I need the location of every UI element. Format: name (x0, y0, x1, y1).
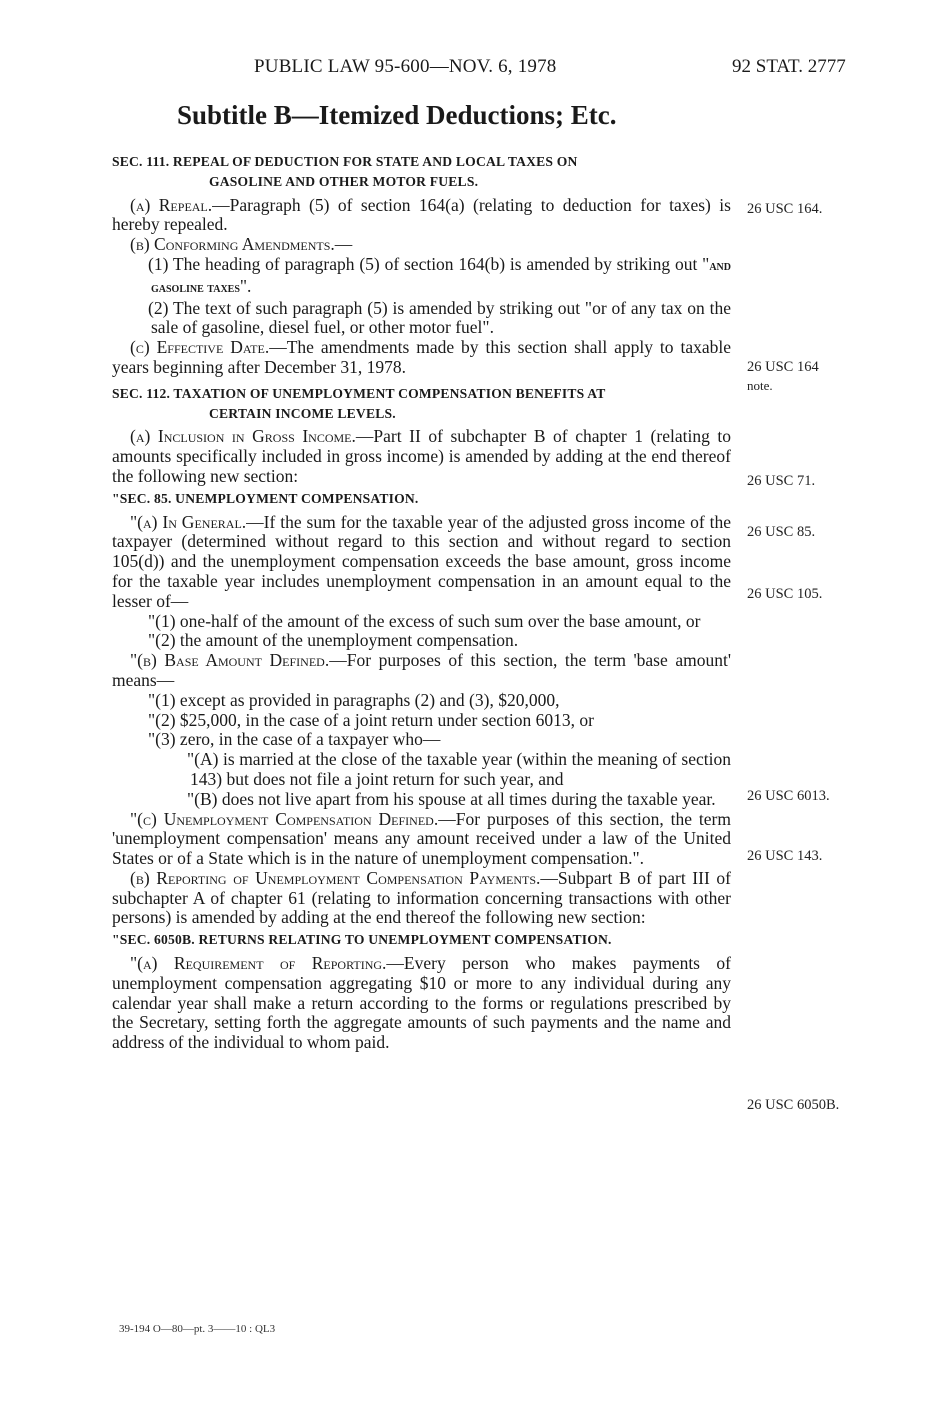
sec-111-heading: SEC. 111. REPEAL OF DEDUCTION FOR STATE AND LOCAL TAXES ON GASOLINE AND OTHER MOTOR FUELS. (112, 154, 578, 189)
sec-111-c: (c) Effective Date.—The amendments made by this section shall apply to taxable years beginning after December 31, 1978. (112, 337, 731, 377)
sec-85-a: "(a) In General.—If the sum for the taxable year of the adjusted gross income of the taxpayer (determined without regard to this section and without regard to section 105(d)) and the unemployment compensation exceeds the base amount, gross income for the taxable year includes unemployment compensation in an amount equal to the lesser of— (112, 511, 731, 611)
running-title: PUBLIC LAW 95-600—NOV. 6, 1978 (254, 56, 557, 77)
sec-6050b-a: "(a) Requirement of Reporting.—Every person who makes payments of unemployment compensation aggregating $10 or more to any individual during any calendar year shall make a return according to the forms or regulations prescribed by the Secretary, setting forth the aggregate amounts of such payments and the name and address of the individual to whom paid. (112, 953, 732, 1053)
margin-note: 26 USC 6013. (747, 788, 830, 804)
sec-85-b3A: "(A) is married at the close of the taxable year (within the meaning of section 143) but does not file a joint return for such year, and (187, 749, 731, 789)
subtitle-heading: Subtitle B—Itemized Deductions; Etc. (177, 100, 617, 130)
sec-6050b-heading: "SEC. 6050B. RETURNS RELATING TO UNEMPLOYMENT COMPENSATION. (112, 932, 612, 948)
print-job-code: 39-194 O—80—pt. 3——10 : QL3 (119, 1323, 276, 1335)
sec-85-b3B: "(B) does not live apart from his spouse at all times during the taxable year. (187, 788, 716, 809)
sec-112-b: (b) Reporting of Unemployment Compensation Payments.—Subpart B of part III of subchapter A of chapter 61 (relating to information concerning transactions with other persons) is amended by adding at the end thereof the following new section: (112, 867, 731, 928)
stat-citation: 92 STAT. 2777 (732, 56, 846, 77)
margin-note: 26 USC 6050B. (747, 1097, 840, 1113)
sec-111-b2: (2) The text of such paragraph (5) is amended by striking out "or of any tax on the sale of gasoline, diesel fuel, or other motor fuel". (148, 297, 731, 338)
sec-111-a: (a) Repeal.—Paragraph (5) of section 164(a) (relating to deduction for taxes) is hereby repealed. (112, 194, 731, 235)
sec-85-heading: "SEC. 85. UNEMPLOYMENT COMPENSATION. (112, 490, 419, 506)
sec-85-a1: "(1) one-half of the amount of the excess of such sum over the base amount, or (148, 610, 701, 631)
sec-85-b: "(b) Base Amount Defined.—For purposes of this section, the term 'base amount' means— (112, 650, 731, 690)
margin-note: 26 USC 164 (747, 359, 819, 375)
sec-111-b: (b) Conforming Amendments.— (130, 234, 353, 255)
sec-85-b2: "(2) $25,000, in the case of a joint return under section 6013, or (148, 709, 594, 730)
margin-note: 26 USC 85. (747, 524, 816, 540)
margin-note: note. (747, 378, 773, 393)
sec-85-b3: "(3) zero, in the case of a taxpayer who— (148, 729, 441, 750)
margin-note: 26 USC 164. (747, 201, 823, 217)
sec-85-c: "(c) Unemployment Compensation Defined.—For purposes of this section, the term 'unemployment compensation' means any amount received under a law of the United States or of a State which is in the nature of unemployment compensation.". (112, 808, 731, 869)
sec-111-b1: (1) The heading of paragraph (5) of section 164(b) is amended by striking out "and gasoline taxes". (148, 253, 731, 296)
sec-85-a2: "(2) the amount of the unemployment compensation. (148, 630, 519, 651)
margin-note: 26 USC 105. (747, 586, 823, 602)
margin-note: 26 USC 143. (747, 848, 823, 864)
body-text (112, 152, 731, 1053)
sec-112-heading: SEC. 112. TAXATION OF UNEMPLOYMENT COMPENSATION BENEFITS AT CERTAIN INCOME LEVELS. (112, 385, 606, 421)
sec-112-a: (a) Inclusion in Gross Income.—Part II of subchapter B of chapter 1 (relating to amounts specifically included in gross income) is amended by adding at the end thereof the following new section: (112, 426, 731, 486)
margin-note: 26 USC 71. (747, 473, 816, 489)
sec-85-b1: "(1) except as provided in paragraphs (2) and (3), $20,000, (148, 689, 560, 710)
